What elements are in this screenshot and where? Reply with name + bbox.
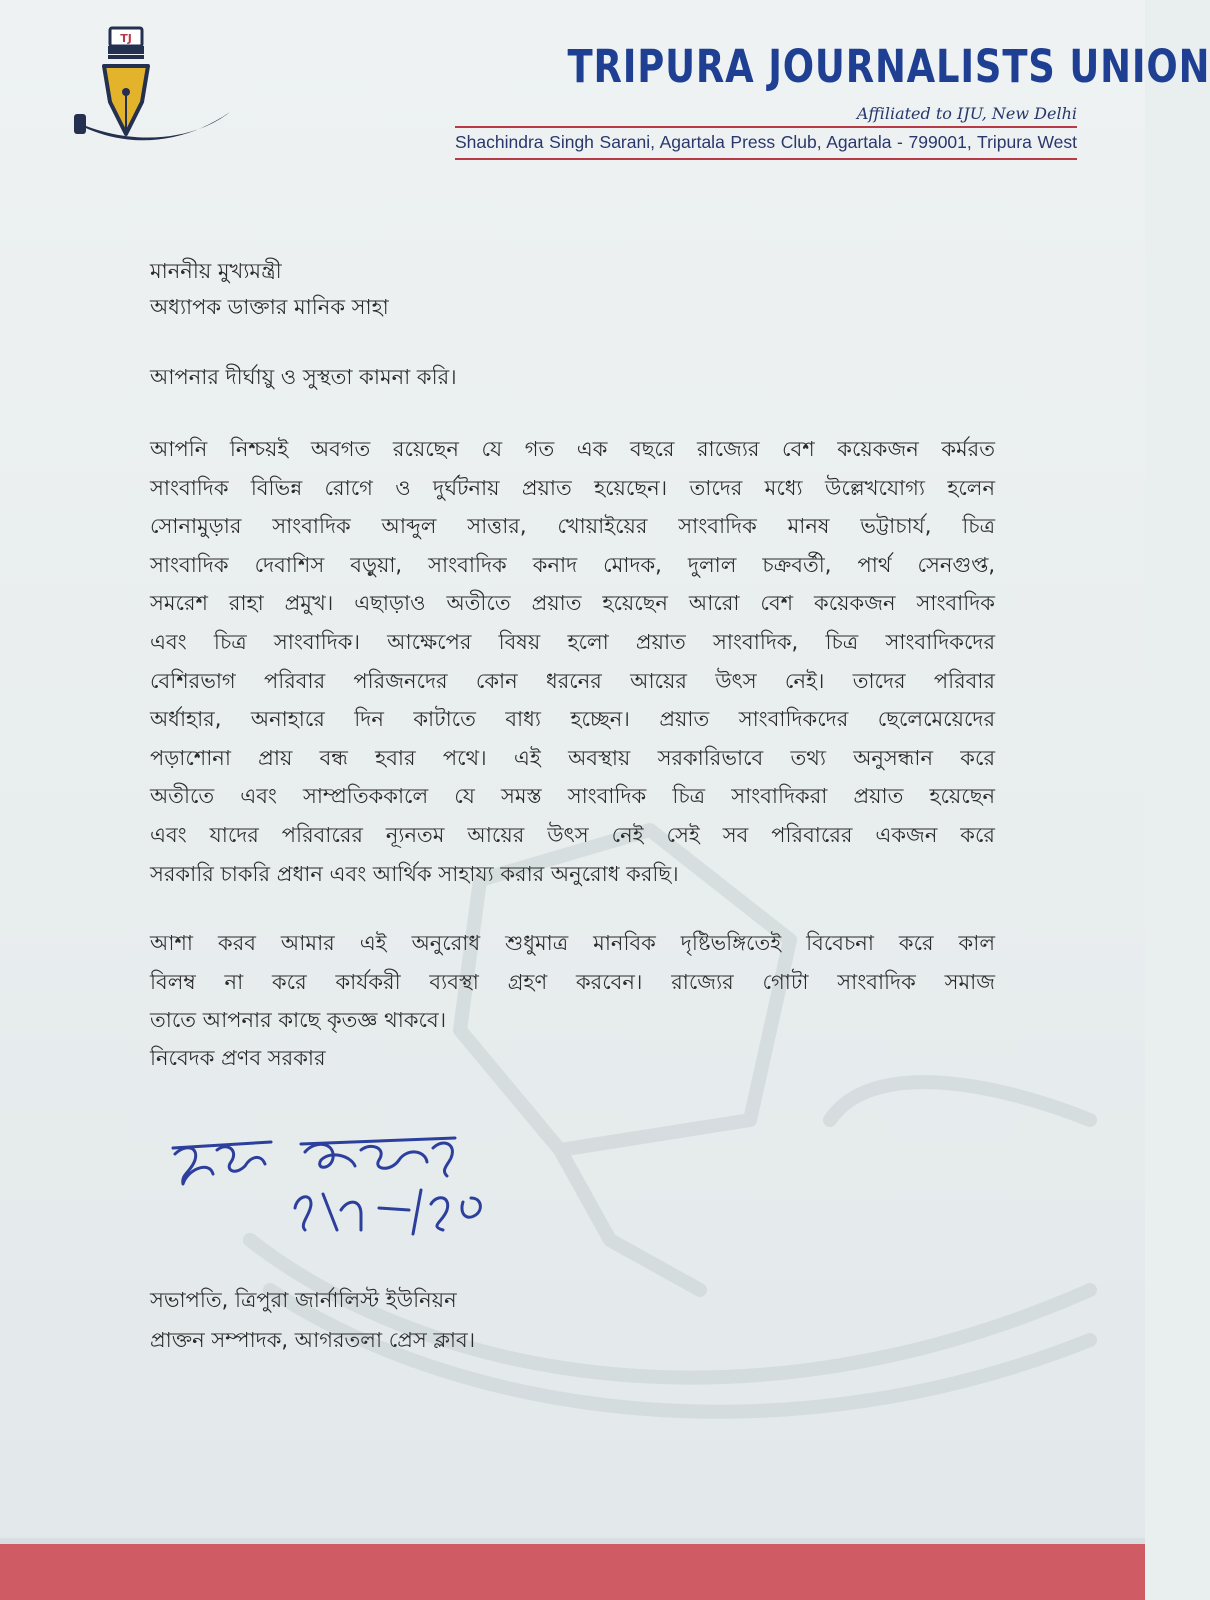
addressee-line: অধ্যাপক ডাক্তার মানিক সাহা — [150, 295, 389, 319]
body-line: পড়াশোনা প্রায় বন্ধ হবার পথে। এই অবস্থায় সরকারিভাবে তথ্য অনুসন্ধান করে — [150, 745, 995, 770]
body-line: এবং যাদের পরিবারের ন্যূনতম আয়ের উৎস নেই সেই সব পরিবারের একজন করে — [150, 822, 995, 847]
body-line: অর্ধাহার, অনাহারে দিন কাটাতে বাধ্য হচ্ছেন। প্রয়াত সাংবাদিকদের ছেলেমেয়েদের — [150, 707, 995, 732]
footer-bar — [0, 1544, 1145, 1600]
closing-line: তাতে আপনার কাছে কৃতজ্ঞ থাকবে। — [150, 1008, 447, 1033]
body-line: আপনি নিশ্চয়ই অবগত রয়েছেন যে গত এক বছরে রাজ্যের বেশ কয়েকজন কর্মরত — [150, 437, 995, 461]
signoff-line: নিবেদক প্রণব সরকার — [150, 1046, 326, 1070]
closing-paragraph — [150, 924, 995, 1040]
body-line: সমরেশ রাহা প্রমুখ। এছাড়াও অতীতে প্রয়াত হয়েছেন আরো বেশ কয়েকজন সাংবাদিক — [150, 591, 995, 616]
designation-line: সভাপতি, ত্রিপুরা জার্নালিস্ট ইউনিয়ন — [150, 1288, 457, 1312]
body-line: এবং চিত্র সাংবাদিক। আক্ষেপের বিষয় হলো প্রয়াত সাংবাদিক, চিত্র সাংবাদিকদের — [150, 629, 995, 654]
designation-block — [150, 1280, 995, 1360]
greeting-line: আপনার দীর্ঘায়ু ও সুস্থতা কামনা করি। — [150, 365, 457, 389]
letterhead-rule-bottom — [455, 158, 1077, 160]
closing-line: আশা করব আমার এই অনুরোধ শুধুমাত্র মানবিক দৃষ্টিভঙ্গিতেই বিবেচনা করে কাল — [150, 931, 995, 955]
letter-body — [150, 430, 995, 893]
designation-line: প্রাক্তন সম্পাদক, আগরতলা প্রেস ক্লাব। — [150, 1328, 476, 1352]
body-line: বেশিরভাগ পরিবার পরিজনদের কোন ধরনের আয়ের উৎস নেই। তাদের পরিবার — [150, 668, 995, 693]
signoff — [150, 1043, 995, 1073]
body-line: সাংবাদিক বিভিন্ন রোগে ও দুর্ঘটনায় প্রয়াত হয়েছেন। তাদের মধ্যে উল্লেখযোগ্য হলেন — [150, 475, 995, 500]
organization-name: TRIPURA JOURNALISTS UNION — [567, 40, 1210, 93]
body-line: সাংবাদিক দেবাশিস বড়ুয়া, সাংবাদিক কনাদ মোদক, দুলাল চক্রবর্তী, পার্থ সেনগুপ্ত, — [150, 552, 996, 577]
fountain-pen-nib-icon — [104, 28, 148, 134]
body-line: সোনামুড়ার সাংবাদিক আব্দুল সাত্তার, খোয়াইয়ের সাংবাদিক মানষ ভট্টাচার্য, চিত্র — [150, 514, 995, 539]
sword-icon — [74, 112, 230, 140]
letterhead-rule-top — [455, 126, 1077, 128]
greeting — [150, 362, 995, 392]
closing-line: বিলম্ব না করে কার্যকরী ব্যবস্থা গ্রহণ করবেন। রাজ্যের গোটা সাংবাদিক সমাজ — [150, 969, 995, 994]
body-line: অতীতে এবং সাম্প্রতিককালে যে সমস্ত সাংবাদিক চিত্র সাংবাদিকরা প্রয়াত হয়েছেন — [150, 784, 995, 809]
logo-text: TJ — [120, 32, 132, 45]
union-logo — [72, 22, 237, 152]
handwritten-signature — [165, 1130, 525, 1250]
organization-address: Shachindra Singh Sarani, Agartala Press Club, Agartala - 799001, Tripura West — [455, 132, 1077, 152]
addressee-block — [150, 253, 995, 325]
body-line: সরকারি চাকরি প্রধান এবং আর্থিক সাহায্য করার অনুরোধ করছি। — [150, 861, 679, 886]
addressee-line: মাননীয় মুখ্যমন্ত্রী — [150, 259, 282, 283]
affiliation-line: Affiliated to IJU, New Delhi — [856, 104, 1077, 123]
